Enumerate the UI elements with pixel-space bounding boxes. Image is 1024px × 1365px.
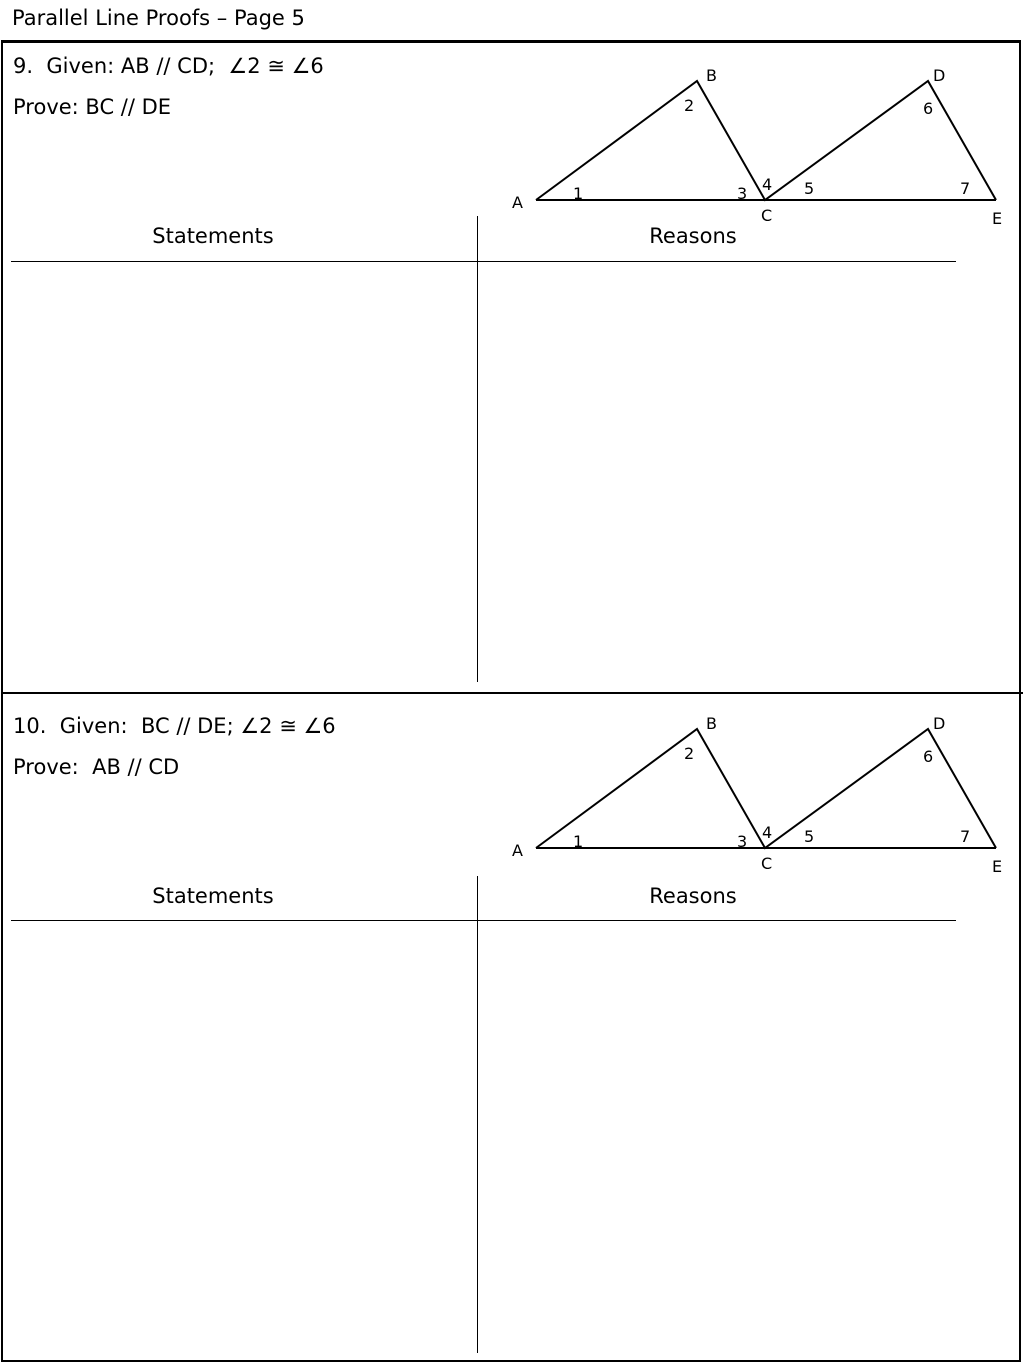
point-label-B: B (706, 714, 717, 733)
problem-divider (1, 692, 1023, 694)
angle-label-1: 1 (573, 184, 584, 203)
problem-10-reasons-area[interactable] (480, 923, 956, 1351)
angle-label-1: 1 (573, 832, 584, 851)
problem-10-prove: Prove: AB // CD (13, 755, 180, 779)
problem-10-figure (500, 708, 1020, 883)
angle-label-4: 4 (762, 823, 773, 842)
angle-label-3: 3 (737, 832, 748, 851)
angle-label-4: 4 (762, 175, 773, 194)
angle-label-3: 3 (737, 184, 748, 203)
point-label-E: E (992, 209, 1003, 228)
angle-label-7: 7 (960, 179, 971, 198)
problem-10-header-rule (11, 920, 956, 921)
problem-10-statements-header: Statements (152, 884, 274, 908)
point-label-A: A (512, 841, 523, 860)
angle-label-2: 2 (684, 744, 695, 763)
problem-9-prove: Prove: BC // DE (13, 95, 172, 119)
point-label-A: A (512, 193, 523, 212)
point-label-E: E (992, 857, 1003, 876)
problem-9-statements-area[interactable] (11, 264, 475, 680)
point-label-D: D (933, 714, 946, 733)
problem-9-header-rule (11, 261, 956, 262)
problem-10-reasons-header: Reasons (649, 884, 737, 908)
angle-label-6: 6 (923, 99, 934, 118)
problem-9-reasons-header: Reasons (649, 224, 737, 248)
problem-9-given: 9. Given: AB // CD; ∠2 ≅ ∠6 (13, 54, 324, 78)
angle-label-2: 2 (684, 96, 695, 115)
angle-label-6: 6 (923, 747, 934, 766)
point-label-D: D (933, 66, 946, 85)
point-label-C: C (761, 206, 773, 225)
angle-label-7: 7 (960, 827, 971, 846)
point-label-C: C (761, 854, 773, 873)
page-title: Parallel Line Proofs – Page 5 (12, 6, 305, 30)
problem-9-statements-header: Statements (152, 224, 274, 248)
point-label-B: B (706, 66, 717, 85)
problem-10-column-divider (477, 876, 478, 1353)
angle-label-5: 5 (804, 179, 815, 198)
problem-10-statements-area[interactable] (11, 923, 475, 1351)
problem-9-column-divider (477, 216, 478, 682)
angle-label-5: 5 (804, 827, 815, 846)
problem-9-figure (500, 60, 1020, 235)
problem-9-reasons-area[interactable] (480, 264, 956, 680)
problem-10-given: 10. Given: BC // DE; ∠2 ≅ ∠6 (13, 714, 336, 738)
